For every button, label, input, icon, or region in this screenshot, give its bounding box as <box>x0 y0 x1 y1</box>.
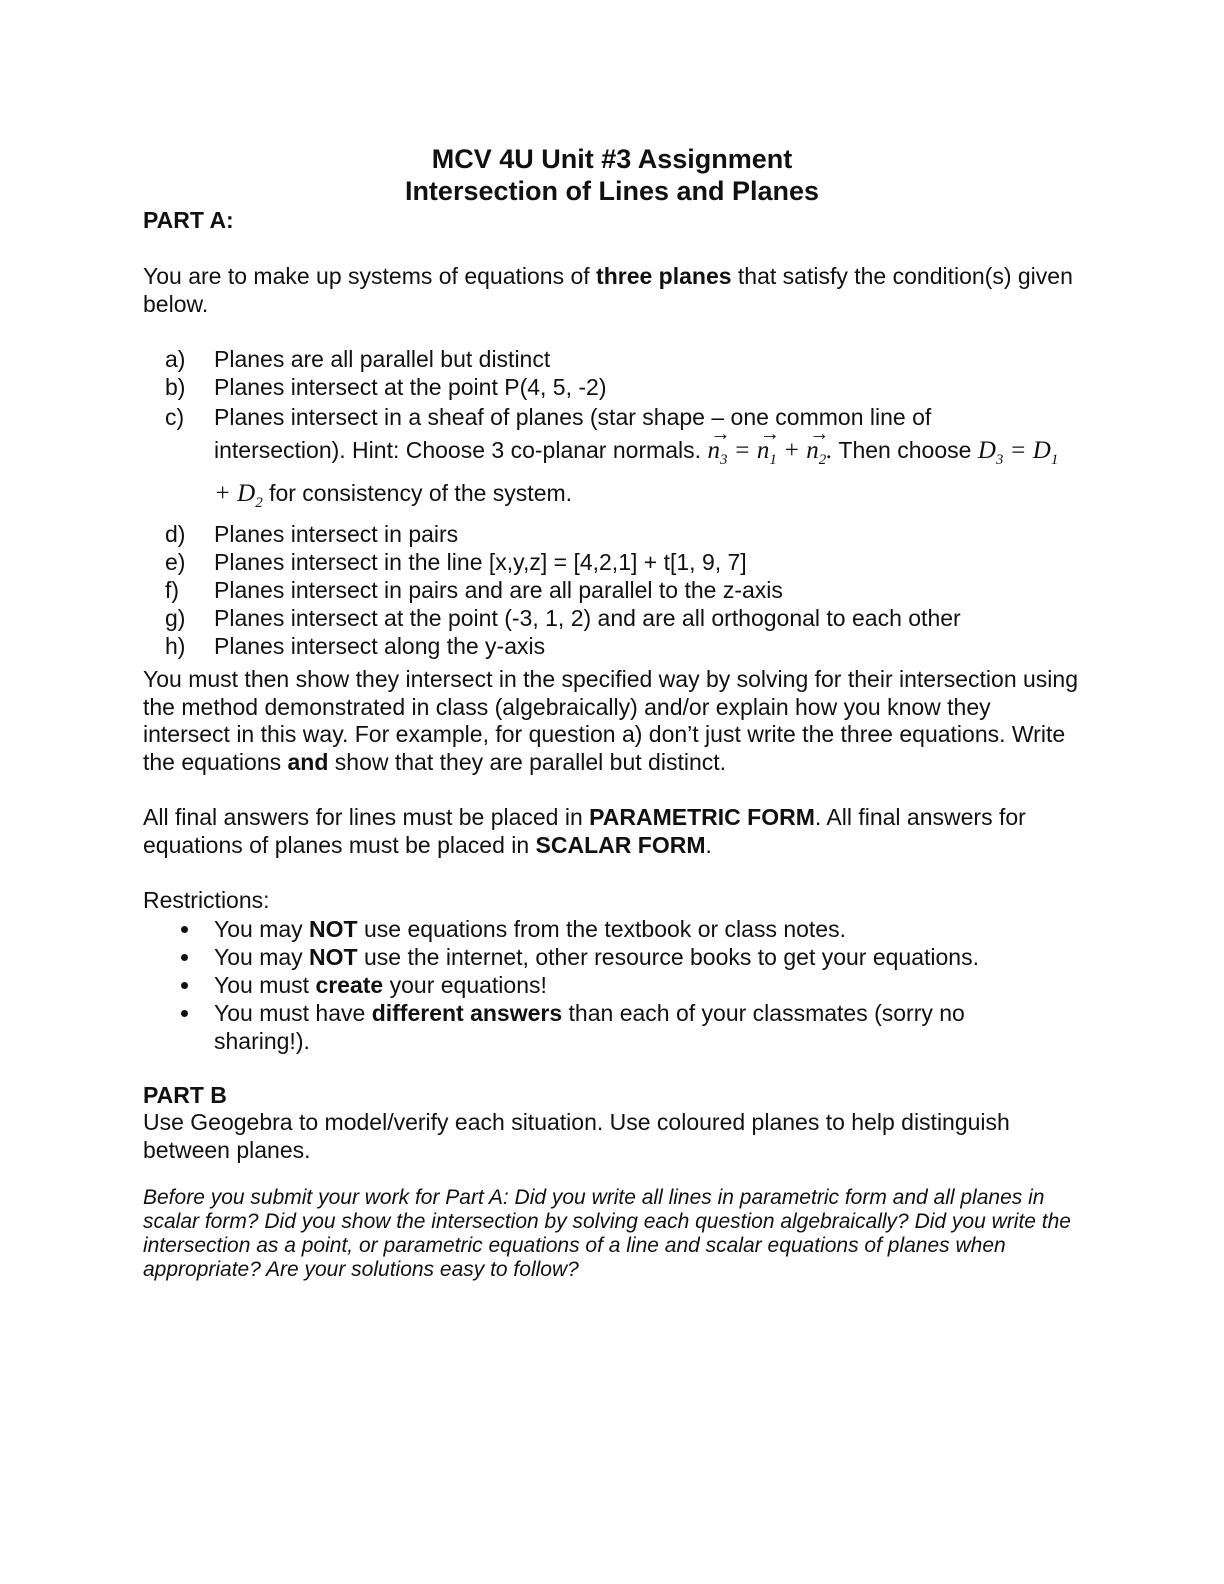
list-item <box>163 943 1063 971</box>
list-item <box>163 345 1063 373</box>
solve-text-end: show that they are parallel but distinct. <box>328 748 727 775</box>
restriction-text: use the internet, other resource books to get your equations. <box>357 944 979 970</box>
restriction-bold: NOT <box>309 944 358 970</box>
page-title: MCV 4U Unit #3 Assignment <box>431 144 793 174</box>
restriction-text: You must <box>214 972 316 998</box>
part-a-intro <box>143 263 1083 318</box>
restriction-bold: different answers <box>371 1000 563 1026</box>
final-text: All final answers for lines must be placed in <box>143 804 590 830</box>
final-bold: PARAMETRIC FORM <box>589 804 815 830</box>
final-bold: SCALAR FORM <box>535 831 706 858</box>
bullet-icon <box>181 1010 188 1017</box>
condition-text: Planes intersect in pairs and are all parallel to the z-axis <box>214 577 783 603</box>
list-item <box>163 915 1063 943</box>
condition-text: Planes intersect along the y-axis <box>214 633 546 659</box>
part-b-text: Use Geogebra to model/verify each situation. Use coloured planes to help distinguish between planes. <box>143 1109 1010 1163</box>
list-item <box>163 401 1063 520</box>
condition-text: Planes intersect in the line [x,y,z] = [4,2,1] + t[1, 9, 7] <box>214 549 747 575</box>
list-marker: c) <box>165 404 185 430</box>
list-item <box>163 971 1063 999</box>
list-marker: h) <box>165 633 186 659</box>
list-item <box>163 373 1063 401</box>
list-marker: d) <box>165 521 186 547</box>
part-a-heading: PART A: <box>143 207 234 233</box>
list-item <box>163 548 1063 576</box>
condition-text: Planes intersect in pairs <box>214 521 459 547</box>
solve-instructions <box>143 666 1083 776</box>
part-b-heading: PART B <box>143 1082 227 1108</box>
condition-text: Planes intersect in a sheaf of planes (star shape – one common line of intersection). Hint: Choose 3 co-planar normals. <box>214 404 932 463</box>
intro-bold: three planes <box>596 263 732 289</box>
submission-checklist: Before you submit your work for Part A: Did you write all lines in parametric form and all planes in scalar form? Did you show the intersection by solving each question algebraically? Did you write the intersection as a point, or parametric equations of a line and scalar equations of planes when appropriate? Are your solutions easy to follow? <box>143 1186 1071 1281</box>
conditions-list <box>163 345 1063 660</box>
list-marker: a) <box>165 346 186 372</box>
bullet-icon <box>181 926 188 933</box>
condition-text: Planes are all parallel but distinct <box>214 346 551 372</box>
condition-text: Planes intersect at the point P(4, 5, -2) <box>214 374 607 400</box>
condition-text: Planes intersect at the point (-3, 1, 2) and are all orthogonal to each other <box>214 605 961 631</box>
list-marker: f) <box>165 577 180 603</box>
restriction-bold: create <box>315 972 384 998</box>
list-marker: b) <box>165 374 186 400</box>
condition-text: for consistency of the system. <box>262 480 573 506</box>
list-marker: g) <box>165 605 186 631</box>
list-item <box>163 520 1063 548</box>
list-marker: e) <box>165 549 186 575</box>
list-item <box>163 632 1063 660</box>
restriction-text: your equations! <box>383 972 547 998</box>
constant-equation: $D_3 = D_1 + D_2$ <box>214 437 1059 511</box>
final-text: . All final answers for equations of planes must be placed in <box>143 804 1026 858</box>
restriction-text: You must have <box>214 1000 372 1026</box>
intro-text-end: that satisfy the condition(s) given below. <box>143 263 1073 317</box>
solve-text: You must then show they intersect in the specified way by solving for their intersection using the method demonstrated in class (algebraically) and/or explain how you know they intersect in this way. For example, for question a) don’t just write the three equations. Write the equations <box>143 666 1078 775</box>
list-item <box>163 999 1063 1055</box>
bullet-icon <box>181 954 188 961</box>
restrictions-list <box>163 915 1063 1055</box>
restriction-bold: NOT <box>309 916 358 942</box>
intro-text: You are to make up systems of equations of <box>143 263 597 289</box>
restriction-text: You may <box>214 944 310 970</box>
bullet-icon <box>181 982 188 989</box>
condition-text: Then choose <box>832 437 978 463</box>
restriction-text: use equations from the textbook or class notes. <box>357 916 846 942</box>
restrictions-label: Restrictions: <box>143 887 270 913</box>
list-item <box>163 576 1063 604</box>
final-answer-instructions <box>143 804 1083 859</box>
restriction-text: You may <box>214 916 310 942</box>
restriction-text: than each of your classmates (sorry no sharing!). <box>214 1000 965 1054</box>
solve-bold: and <box>287 748 329 775</box>
list-item <box>163 604 1063 632</box>
normal-vector-equation: → $n_3$ = → $n_1$ + → $n_2$. <box>707 437 832 464</box>
final-text: . <box>705 831 712 858</box>
page-subtitle: Intersection of Lines and Planes <box>404 176 820 206</box>
